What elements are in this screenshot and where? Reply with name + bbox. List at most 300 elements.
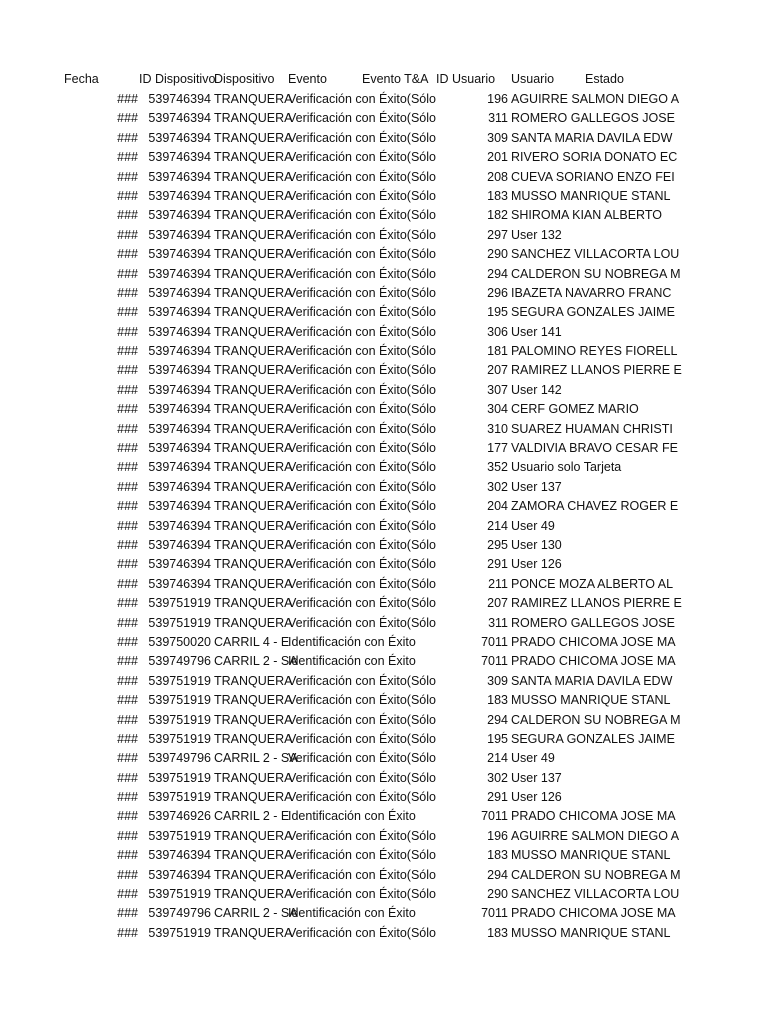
cell-fecha: ### — [117, 537, 138, 552]
cell-fecha: ### — [117, 363, 138, 378]
cell-id-dispositivo: 539749796 — [148, 906, 211, 921]
table-row — [0, 575, 768, 594]
cell-id-dispositivo: 539746394 — [148, 848, 211, 863]
cell-dispositivo: TRANQUERA — [214, 712, 293, 727]
cell-usuario: PALOMINO REYES FIORELL — [511, 344, 678, 359]
cell-usuario: SUAREZ HUAMAN CHRISTI — [511, 421, 673, 436]
cell-id-dispositivo: 539746394 — [148, 344, 211, 359]
cell-fecha: ### — [117, 111, 138, 126]
cell-id-usuario: 307 — [487, 382, 508, 397]
cell-id-usuario: 309 — [487, 130, 508, 145]
table-row — [0, 226, 768, 245]
cell-fecha: ### — [117, 344, 138, 359]
cell-evento: Verificación con Éxito(Sólo — [288, 247, 436, 262]
cell-id-usuario: 177 — [487, 441, 508, 456]
cell-usuario: User 49 — [511, 518, 555, 533]
table-row — [0, 846, 768, 865]
cell-evento: Identificación con Éxito — [288, 906, 416, 921]
cell-usuario: SHIROMA KIAN ALBERTO — [511, 208, 662, 223]
cell-usuario: User 130 — [511, 537, 562, 552]
cell-dispositivo: TRANQUERA — [214, 169, 293, 184]
cell-evento: Identificación con Éxito — [288, 654, 416, 669]
cell-id-usuario: 7011 — [481, 634, 508, 649]
cell-fecha: ### — [117, 247, 138, 262]
cell-evento: Verificación con Éxito(Sólo — [288, 925, 436, 940]
table-row — [0, 652, 768, 671]
cell-fecha: ### — [117, 402, 138, 417]
cell-evento: Verificación con Éxito(Sólo — [288, 673, 436, 688]
cell-id-usuario: 208 — [487, 169, 508, 184]
cell-evento: Verificación con Éxito(Sólo — [288, 111, 436, 126]
cell-id-usuario: 311 — [488, 615, 508, 630]
cell-fecha: ### — [117, 479, 138, 494]
cell-id-usuario: 7011 — [481, 654, 508, 669]
cell-evento: Verificación con Éxito(Sólo — [288, 92, 436, 106]
cell-id-dispositivo: 539746394 — [148, 247, 211, 262]
cell-id-usuario: 302 — [487, 770, 508, 785]
cell-id-dispositivo: 539751919 — [148, 693, 211, 708]
cell-id-dispositivo: 539746394 — [148, 169, 211, 184]
cell-usuario: AGUIRRE SALMON DIEGO A — [511, 828, 680, 843]
cell-id-dispositivo: 539751919 — [148, 790, 211, 805]
cell-usuario: ROMERO GALLEGOS JOSE — [511, 111, 675, 126]
cell-id-dispositivo: 539746394 — [148, 324, 211, 339]
cell-fecha: ### — [117, 693, 138, 708]
cell-dispositivo: TRANQUERA — [214, 479, 293, 494]
cell-evento: Verificación con Éxito(Sólo — [288, 479, 436, 494]
cell-usuario: User 141 — [511, 324, 562, 339]
cell-id-dispositivo: 539746394 — [148, 518, 211, 533]
table-row — [0, 206, 768, 225]
cell-id-usuario: 211 — [488, 576, 508, 591]
cell-dispositivo: TRANQUERA — [214, 324, 293, 339]
cell-id-usuario: 294 — [487, 266, 508, 281]
cell-fecha: ### — [117, 324, 138, 339]
cell-dispositivo: TRANQUERA — [214, 421, 293, 436]
cell-evento: Verificación con Éxito(Sólo — [288, 828, 436, 843]
table-row — [0, 168, 768, 187]
table-row — [0, 342, 768, 361]
cell-id-dispositivo: 539746394 — [148, 285, 211, 300]
cell-fecha: ### — [117, 596, 138, 611]
cell-usuario: CUEVA SORIANO ENZO FEI — [511, 169, 675, 184]
cell-dispositivo: TRANQUERA — [214, 887, 293, 902]
cell-evento: Verificación con Éxito(Sólo — [288, 731, 436, 746]
cell-usuario: Usuario solo Tarjeta — [511, 460, 622, 475]
cell-evento: Verificación con Éxito(Sólo — [288, 848, 436, 863]
cell-id-dispositivo: 539746394 — [148, 460, 211, 475]
header-evento-tya: Evento T&A — [362, 72, 429, 86]
table-row — [0, 284, 768, 303]
cell-id-dispositivo: 539746394 — [148, 305, 211, 320]
cell-evento: Verificación con Éxito(Sólo — [288, 887, 436, 902]
table-row — [0, 555, 768, 574]
cell-id-usuario: 182 — [487, 208, 508, 223]
cell-fecha: ### — [117, 382, 138, 397]
header-id-usuario: ID Usuario — [436, 72, 496, 86]
cell-dispositivo: TRANQUERA — [214, 441, 293, 456]
cell-fecha: ### — [117, 731, 138, 746]
cell-id-dispositivo: 539746394 — [148, 266, 211, 281]
cell-id-dispositivo: 539751919 — [148, 673, 211, 688]
cell-id-usuario: 294 — [487, 867, 508, 882]
cell-fecha: ### — [117, 150, 138, 165]
cell-evento: Verificación con Éxito(Sólo — [288, 402, 436, 417]
cell-id-usuario: 304 — [487, 402, 508, 417]
cell-id-dispositivo: 539746394 — [148, 867, 211, 882]
cell-usuario: SEGURA GONZALES JAIME — [511, 305, 675, 320]
cell-fecha: ### — [117, 130, 138, 145]
cell-fecha: ### — [117, 460, 138, 475]
cell-fecha: ### — [117, 92, 138, 106]
table-row — [0, 497, 768, 516]
header-usuario: Usuario — [511, 72, 555, 86]
cell-usuario: PRADO CHICOMA JOSE MA — [511, 634, 676, 649]
cell-usuario: MUSSO MANRIQUE STANL — [511, 848, 671, 863]
cell-id-dispositivo: 539746394 — [148, 441, 211, 456]
table-row — [0, 904, 768, 923]
cell-usuario: User 132 — [511, 227, 562, 242]
cell-id-dispositivo: 539746394 — [148, 130, 211, 145]
cell-evento: Verificación con Éxito(Sólo — [288, 150, 436, 165]
cell-usuario: CERF GOMEZ MARIO — [511, 402, 639, 417]
cell-id-usuario: 207 — [487, 363, 508, 378]
cell-dispositivo: TRANQUERA — [214, 770, 293, 785]
cell-evento: Verificación con Éxito(Sólo — [288, 305, 436, 320]
cell-id-usuario: 204 — [487, 499, 508, 514]
table-row — [0, 265, 768, 284]
table-row — [0, 807, 768, 826]
cell-id-usuario: 7011 — [481, 809, 508, 824]
cell-dispositivo: TRANQUERA — [214, 130, 293, 145]
cell-id-dispositivo: 539751919 — [148, 925, 211, 940]
cell-usuario: SEGURA GONZALES JAIME — [511, 731, 675, 746]
cell-usuario: MUSSO MANRIQUE STANL — [511, 693, 671, 708]
cell-dispositivo: TRANQUERA — [214, 557, 293, 572]
cell-fecha: ### — [117, 421, 138, 436]
cell-dispositivo: TRANQUERA — [214, 188, 293, 203]
cell-fecha: ### — [117, 615, 138, 630]
cell-evento: Verificación con Éxito(Sólo — [288, 130, 436, 145]
cell-id-usuario: 290 — [487, 247, 508, 262]
cell-usuario: AGUIRRE SALMON DIEGO A — [511, 92, 680, 106]
cell-usuario: PRADO CHICOMA JOSE MA — [511, 809, 676, 824]
cell-usuario: RAMIREZ LLANOS PIERRE E — [511, 596, 682, 611]
cell-evento: Verificación con Éxito(Sólo — [288, 208, 436, 223]
cell-dispositivo: TRANQUERA — [214, 305, 293, 320]
cell-evento: Verificación con Éxito(Sólo — [288, 363, 436, 378]
cell-id-usuario: 295 — [487, 537, 508, 552]
cell-id-usuario: 296 — [487, 285, 508, 300]
cell-dispositivo: TRANQUERA — [214, 247, 293, 262]
cell-evento: Verificación con Éxito(Sólo — [288, 382, 436, 397]
cell-evento: Verificación con Éxito(Sólo — [288, 693, 436, 708]
cell-id-dispositivo: 539751919 — [148, 731, 211, 746]
cell-id-usuario: 183 — [487, 188, 508, 203]
cell-usuario: RIVERO SORIA DONATO EC — [511, 150, 678, 165]
cell-evento: Verificación con Éxito(Sólo — [288, 285, 436, 300]
cell-fecha: ### — [117, 188, 138, 203]
header-evento: Evento — [288, 72, 327, 86]
cell-id-dispositivo: 539750020 — [148, 634, 211, 649]
cell-id-usuario: 297 — [487, 227, 508, 242]
cell-dispositivo: CARRIL 2 - E — [214, 809, 290, 824]
cell-dispositivo: TRANQUERA — [214, 828, 293, 843]
cell-id-dispositivo: 539751919 — [148, 712, 211, 727]
cell-dispositivo: TRANQUERA — [214, 111, 293, 126]
cell-id-dispositivo: 539746394 — [148, 92, 211, 106]
cell-id-usuario: 201 — [487, 150, 508, 165]
cell-fecha: ### — [117, 673, 138, 688]
cell-evento: Identificación con Éxito — [288, 809, 416, 824]
cell-id-usuario: 291 — [487, 790, 508, 805]
table-row — [0, 711, 768, 730]
cell-dispositivo: TRANQUERA — [214, 266, 293, 281]
cell-dispositivo: TRANQUERA — [214, 673, 293, 688]
cell-id-dispositivo: 539746394 — [148, 479, 211, 494]
cell-fecha: ### — [117, 828, 138, 843]
cell-id-usuario: 290 — [487, 887, 508, 902]
cell-id-usuario: 195 — [487, 731, 508, 746]
cell-usuario: SANCHEZ VILLACORTA LOU — [511, 887, 680, 902]
cell-usuario: IBAZETA NAVARRO FRANC — [511, 285, 672, 300]
cell-evento: Verificación con Éxito(Sólo — [288, 518, 436, 533]
table-row — [0, 109, 768, 128]
table-row — [0, 303, 768, 322]
cell-id-usuario: 306 — [487, 324, 508, 339]
cell-dispositivo: TRANQUERA — [214, 576, 293, 591]
cell-dispositivo: TRANQUERA — [214, 848, 293, 863]
cell-evento: Verificación con Éxito(Sólo — [288, 867, 436, 882]
cell-evento: Verificación con Éxito(Sólo — [288, 790, 436, 805]
cell-id-dispositivo: 539746394 — [148, 576, 211, 591]
cell-id-usuario: 196 — [487, 92, 508, 106]
table-row — [0, 361, 768, 380]
header-row — [0, 70, 768, 88]
cell-fecha: ### — [117, 887, 138, 902]
cell-id-dispositivo: 539751919 — [148, 770, 211, 785]
cell-id-dispositivo: 539746394 — [148, 537, 211, 552]
table-row — [0, 478, 768, 497]
table-row — [0, 439, 768, 458]
cell-evento: Verificación con Éxito(Sólo — [288, 596, 436, 611]
cell-id-usuario: 302 — [487, 479, 508, 494]
cell-id-usuario: 310 — [487, 421, 508, 436]
table-row — [0, 187, 768, 206]
cell-id-dispositivo: 539751919 — [148, 615, 211, 630]
cell-id-usuario: 195 — [487, 305, 508, 320]
cell-evento: Verificación con Éxito(Sólo — [288, 441, 436, 456]
cell-dispositivo: CARRIL 2 - SA — [214, 906, 298, 921]
cell-dispositivo: CARRIL 2 - SA — [214, 654, 298, 669]
cell-usuario: User 142 — [511, 382, 562, 397]
cell-evento: Verificación con Éxito(Sólo — [288, 576, 436, 591]
cell-dispositivo: TRANQUERA — [214, 227, 293, 242]
cell-usuario: PRADO CHICOMA JOSE MA — [511, 906, 676, 921]
cell-fecha: ### — [117, 906, 138, 921]
cell-id-usuario: 214 — [487, 751, 508, 766]
header-estado: Estado — [585, 72, 624, 86]
cell-usuario: SANTA MARIA DAVILA EDW — [511, 130, 673, 145]
cell-evento: Verificación con Éxito(Sólo — [288, 770, 436, 785]
cell-dispositivo: TRANQUERA — [214, 402, 293, 417]
cell-id-dispositivo: 539751919 — [148, 596, 211, 611]
cell-fecha: ### — [117, 770, 138, 785]
cell-fecha: ### — [117, 712, 138, 727]
cell-dispositivo: TRANQUERA — [214, 615, 293, 630]
cell-id-usuario: 181 — [487, 344, 508, 359]
cell-fecha: ### — [117, 285, 138, 300]
cell-dispositivo: TRANQUERA — [214, 363, 293, 378]
cell-id-dispositivo: 539746394 — [148, 111, 211, 126]
table-row — [0, 245, 768, 264]
cell-id-dispositivo: 539746926 — [148, 809, 211, 824]
cell-id-usuario: 291 — [487, 557, 508, 572]
cell-id-dispositivo: 539746394 — [148, 227, 211, 242]
table-row — [0, 594, 768, 613]
table-row — [0, 749, 768, 768]
cell-fecha: ### — [117, 848, 138, 863]
cell-id-dispositivo: 539746394 — [148, 363, 211, 378]
cell-dispositivo: TRANQUERA — [214, 925, 293, 940]
table-row — [0, 129, 768, 148]
cell-id-dispositivo: 539751919 — [148, 828, 211, 843]
cell-usuario: VALDIVIA BRAVO CESAR FE — [511, 441, 678, 456]
cell-evento: Verificación con Éxito(Sólo — [288, 421, 436, 436]
cell-id-usuario: 196 — [487, 828, 508, 843]
cell-usuario: User 49 — [511, 751, 555, 766]
cell-id-usuario: 183 — [487, 848, 508, 863]
cell-usuario: CALDERON SU NOBREGA M — [511, 867, 681, 882]
cell-id-dispositivo: 539746394 — [148, 208, 211, 223]
cell-evento: Identificación con Éxito — [288, 634, 416, 649]
cell-id-usuario: 183 — [487, 693, 508, 708]
cell-usuario: CALDERON SU NOBREGA M — [511, 712, 681, 727]
cell-evento: Verificación con Éxito(Sólo — [288, 344, 436, 359]
cell-id-usuario: 207 — [487, 596, 508, 611]
header-dispositivo: Dispositivo — [214, 72, 275, 86]
cell-dispositivo: TRANQUERA — [214, 518, 293, 533]
cell-usuario: ZAMORA CHAVEZ ROGER E — [511, 499, 679, 514]
cell-evento: Verificación con Éxito(Sólo — [288, 188, 436, 203]
cell-evento: Verificación con Éxito(Sólo — [288, 266, 436, 281]
cell-evento: Verificación con Éxito(Sólo — [288, 712, 436, 727]
cell-usuario: SANTA MARIA DAVILA EDW — [511, 673, 673, 688]
header-fecha: Fecha — [64, 72, 99, 86]
cell-fecha: ### — [117, 305, 138, 320]
cell-usuario: CALDERON SU NOBREGA M — [511, 266, 681, 281]
table-row — [0, 517, 768, 536]
table-row — [0, 885, 768, 904]
cell-dispositivo: TRANQUERA — [214, 499, 293, 514]
cell-dispositivo: TRANQUERA — [214, 344, 293, 359]
cell-fecha: ### — [117, 790, 138, 805]
cell-id-usuario: 183 — [487, 925, 508, 940]
cell-usuario: User 137 — [511, 479, 562, 494]
table-row — [0, 730, 768, 749]
cell-id-dispositivo: 539746394 — [148, 421, 211, 436]
cell-id-dispositivo: 539746394 — [148, 402, 211, 417]
cell-dispositivo: TRANQUERA — [214, 731, 293, 746]
cell-evento: Verificación con Éxito(Sólo — [288, 460, 436, 475]
cell-id-usuario: 214 — [487, 518, 508, 533]
cell-usuario: User 137 — [511, 770, 562, 785]
cell-evento: Verificación con Éxito(Sólo — [288, 324, 436, 339]
cell-id-dispositivo: 539746394 — [148, 188, 211, 203]
cell-usuario: User 126 — [511, 557, 562, 572]
table-row — [0, 769, 768, 788]
cell-evento: Verificación con Éxito(Sólo — [288, 499, 436, 514]
cell-id-dispositivo: 539749796 — [148, 751, 211, 766]
table-row — [0, 420, 768, 439]
cell-id-dispositivo: 539749796 — [148, 654, 211, 669]
table-row — [0, 536, 768, 555]
cell-usuario: PONCE MOZA ALBERTO AL — [511, 576, 674, 591]
cell-fecha: ### — [117, 169, 138, 184]
cell-id-usuario: 294 — [487, 712, 508, 727]
cell-fecha: ### — [117, 654, 138, 669]
table-body — [0, 90, 768, 943]
table-row — [0, 788, 768, 807]
cell-usuario: User 126 — [511, 790, 562, 805]
cell-dispositivo: TRANQUERA — [214, 92, 293, 106]
cell-dispositivo: TRANQUERA — [214, 790, 293, 805]
cell-evento: Verificación con Éxito(Sólo — [288, 615, 436, 630]
cell-id-dispositivo: 539751919 — [148, 887, 211, 902]
cell-dispositivo: TRANQUERA — [214, 285, 293, 300]
cell-fecha: ### — [117, 576, 138, 591]
cell-id-usuario: 352 — [487, 460, 508, 475]
cell-usuario: MUSSO MANRIQUE STANL — [511, 188, 671, 203]
cell-fecha: ### — [117, 227, 138, 242]
cell-dispositivo: CARRIL 4 - E — [214, 634, 290, 649]
table-row — [0, 458, 768, 477]
cell-usuario: PRADO CHICOMA JOSE MA — [511, 654, 676, 669]
cell-dispositivo: TRANQUERA — [214, 596, 293, 611]
table-row — [0, 924, 768, 943]
table-row — [0, 633, 768, 652]
table-row — [0, 381, 768, 400]
cell-dispositivo: TRANQUERA — [214, 382, 293, 397]
cell-fecha: ### — [117, 557, 138, 572]
cell-id-dispositivo: 539746394 — [148, 499, 211, 514]
header-id-dispositivo: ID Dispositivo — [139, 72, 216, 86]
cell-fecha: ### — [117, 867, 138, 882]
cell-dispositivo: TRANQUERA — [214, 150, 293, 165]
cell-id-dispositivo: 539746394 — [148, 382, 211, 397]
cell-dispositivo: TRANQUERA — [214, 693, 293, 708]
cell-usuario: MUSSO MANRIQUE STANL — [511, 925, 671, 940]
cell-fecha: ### — [117, 441, 138, 456]
cell-id-dispositivo: 539746394 — [148, 557, 211, 572]
cell-dispositivo: TRANQUERA — [214, 460, 293, 475]
table-row — [0, 672, 768, 691]
cell-fecha: ### — [117, 499, 138, 514]
table-row — [0, 400, 768, 419]
cell-fecha: ### — [117, 809, 138, 824]
cell-fecha: ### — [117, 518, 138, 533]
table-row — [0, 90, 768, 109]
cell-fecha: ### — [117, 634, 138, 649]
cell-evento: Verificación con Éxito(Sólo — [288, 227, 436, 242]
table-row — [0, 691, 768, 710]
cell-fecha: ### — [117, 208, 138, 223]
table-row — [0, 827, 768, 846]
cell-usuario: SANCHEZ VILLACORTA LOU — [511, 247, 680, 262]
cell-id-dispositivo: 539746394 — [148, 150, 211, 165]
cell-fecha: ### — [117, 925, 138, 940]
cell-id-usuario: 309 — [487, 673, 508, 688]
